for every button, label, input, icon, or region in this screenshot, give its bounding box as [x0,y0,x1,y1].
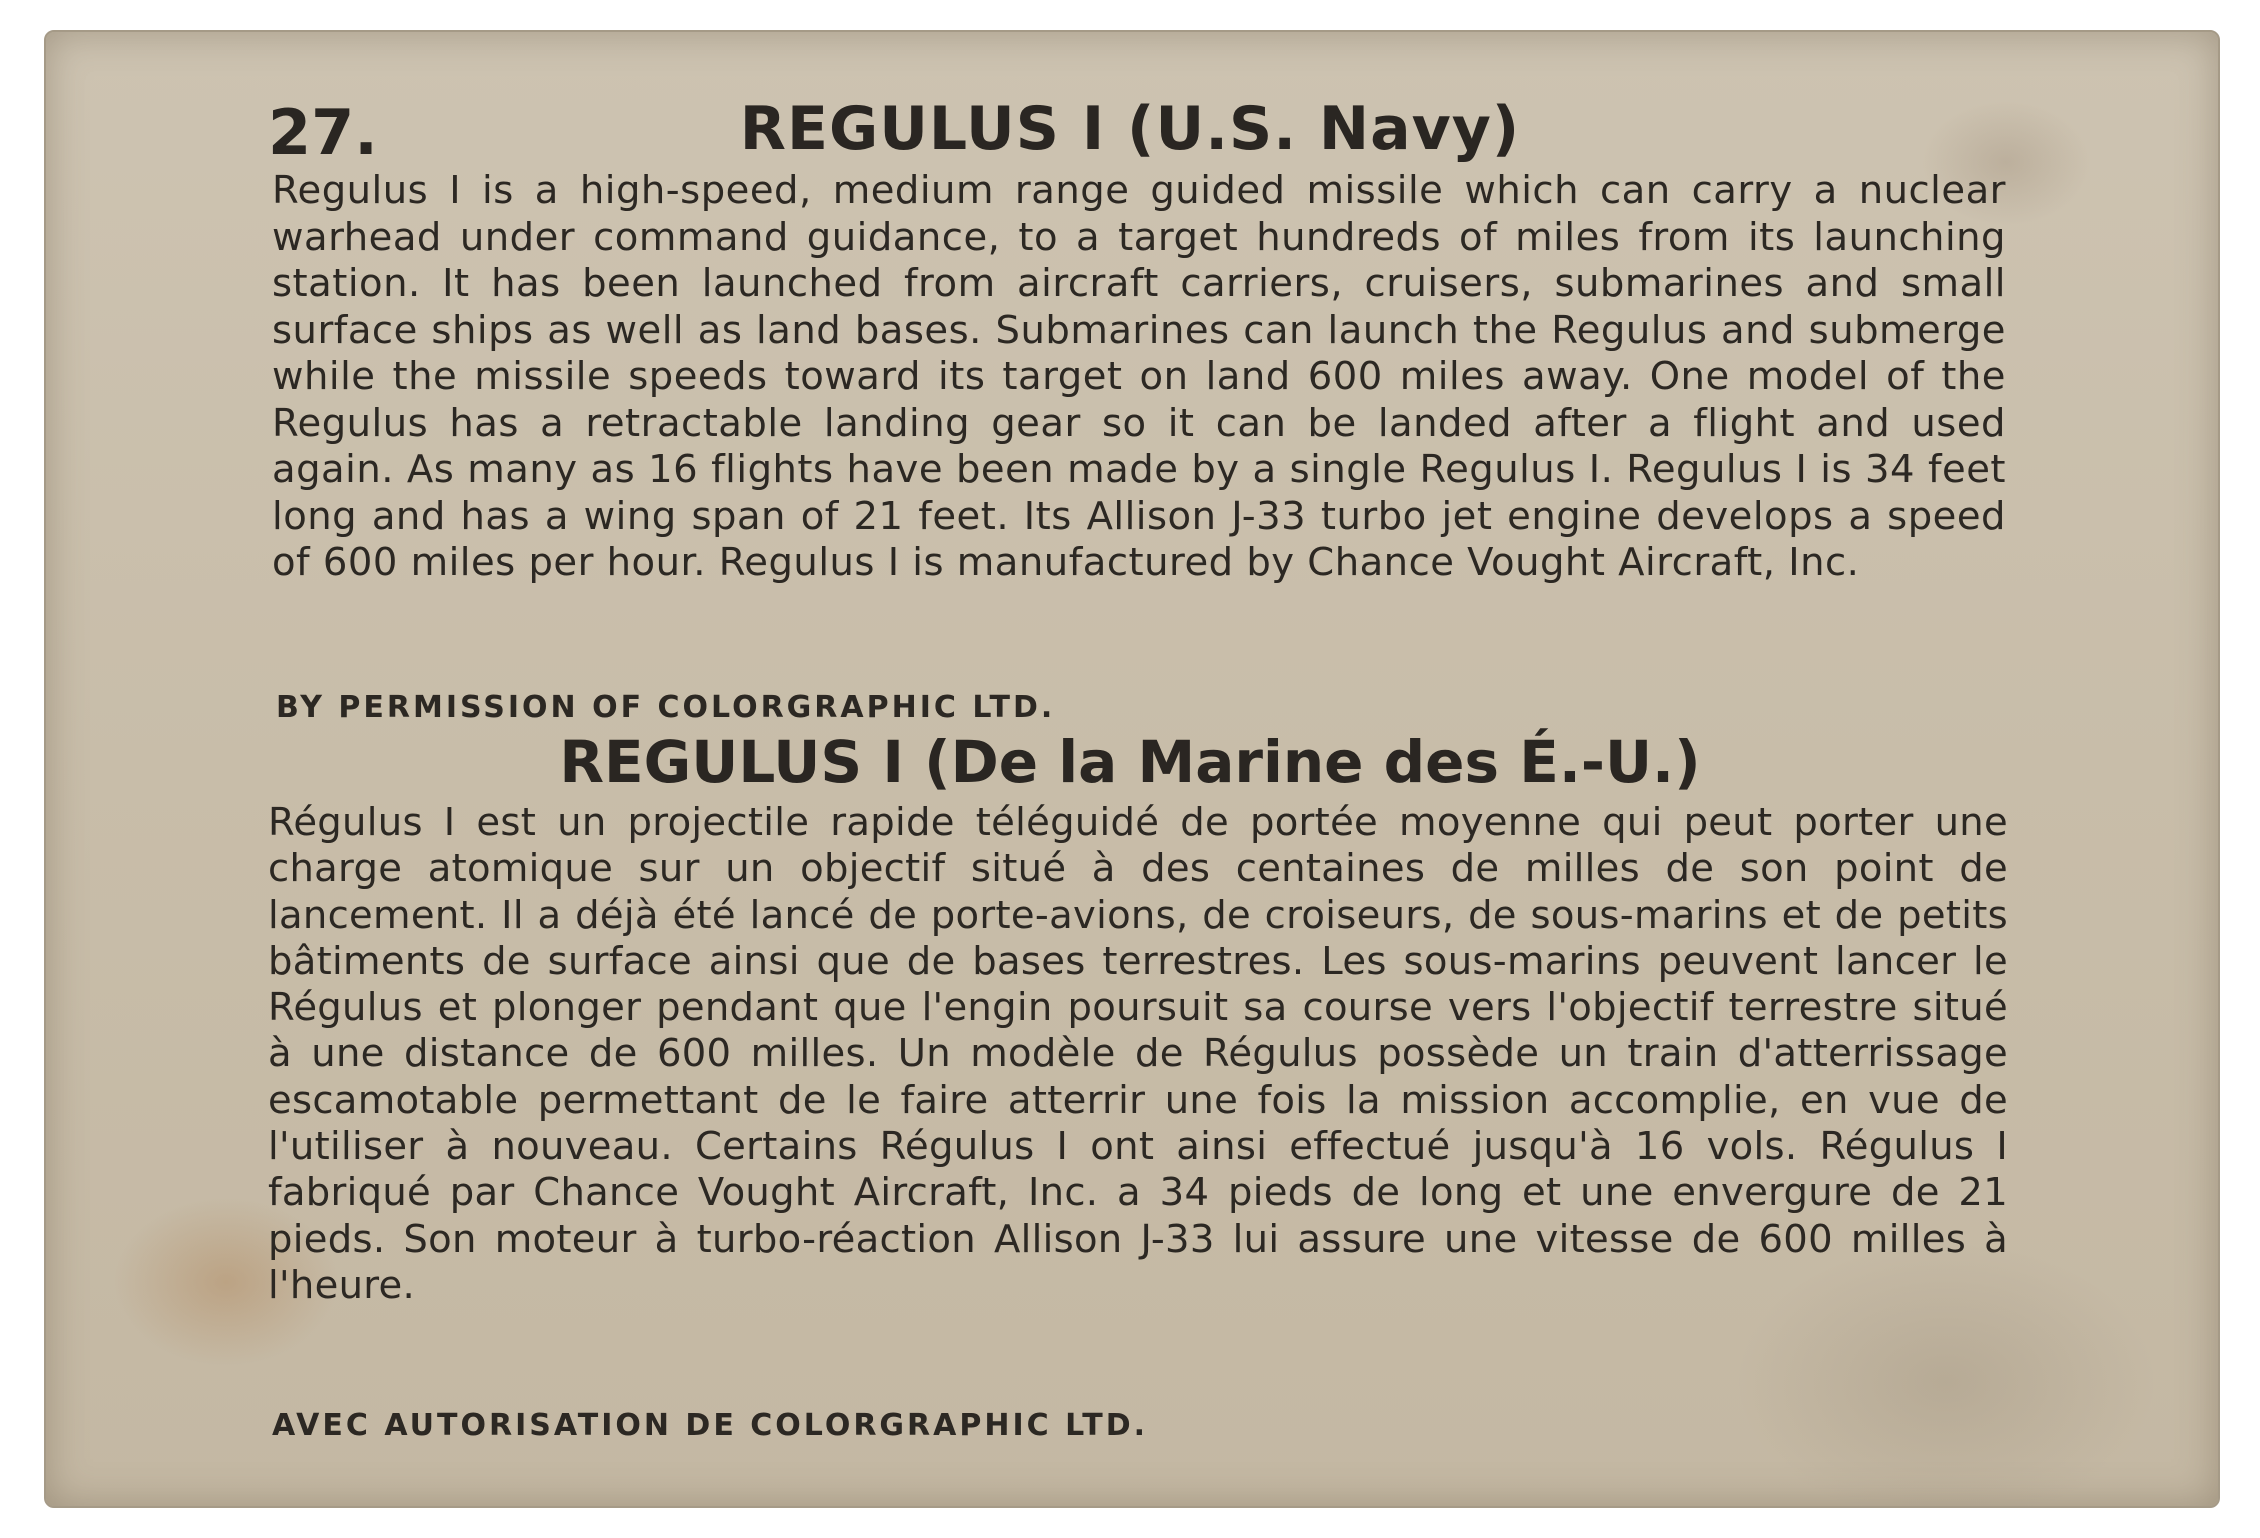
permission-credit-english: BY PERMISSION OF COLORGRAPHIC LTD. [276,690,1056,725]
card-number: 27. [268,96,378,169]
card-title-french: REGULUS I (De la Marine des É.-U.) [559,728,1701,796]
card-description-french: Régulus I est un projectile rapide téléguidé de portée moyenne qui peut porter une charge atomique sur un objectif situé à des centaines de milles de son point de lancement. Il a déjà été lancé de porte-avions, de croiseurs, de sous-marins et de petits bâtiments de surface ainsi que de bases terrestres. Les sous-marins peuvent lancer le Régulus et plonger pendant que l'engin poursuit sa course vers l'objectif terrestre situé à une distance de 600 milles. Un modèle de Régulus possède un train d'atterrissage escamotable permettant de le faire atterrir une fois la mission accomplie, en vue de l'utiliser à nouveau. Certains Régulus I ont ainsi effectué jusqu'à 16 vols. Régulus I fabriqué par Chance Vought Aircraft, Inc. a 34 pieds de long et une envergure de 21 pieds. Son moteur à turbo-réaction Allison J-33 lui assure une vitesse de 600 milles à l'heure. [268,800,2008,1308]
permission-credit-french: AVEC AUTORISATION DE COLORGRAPHIC LTD. [272,1408,1148,1443]
card-description-english: Regulus I is a high-speed, medium range guided missile which can carry a nuclear warhead under command guidance, to a target hundreds of miles from its launching station. It has been launched from aircraft carriers, cruisers, submarines and small surface ships as well as land bases. Submarines can launch the Regulus and submerge while the missile speeds toward its target on land 600 miles away. One model of the Regulus has a retractable landing gear so it can be landed after a flight and used again. As many as 16 flights have been made by a single Regulus I. Regulus I is 34 feet long and has a wing span of 21 feet. Its Allison J-33 turbo jet engine develops a speed of 600 miles per hour. Regulus I is manufactured by Chance Vought Aircraft, Inc. [272,168,2006,585]
card-title-english: REGULUS I (U.S. Navy) [739,94,1521,164]
